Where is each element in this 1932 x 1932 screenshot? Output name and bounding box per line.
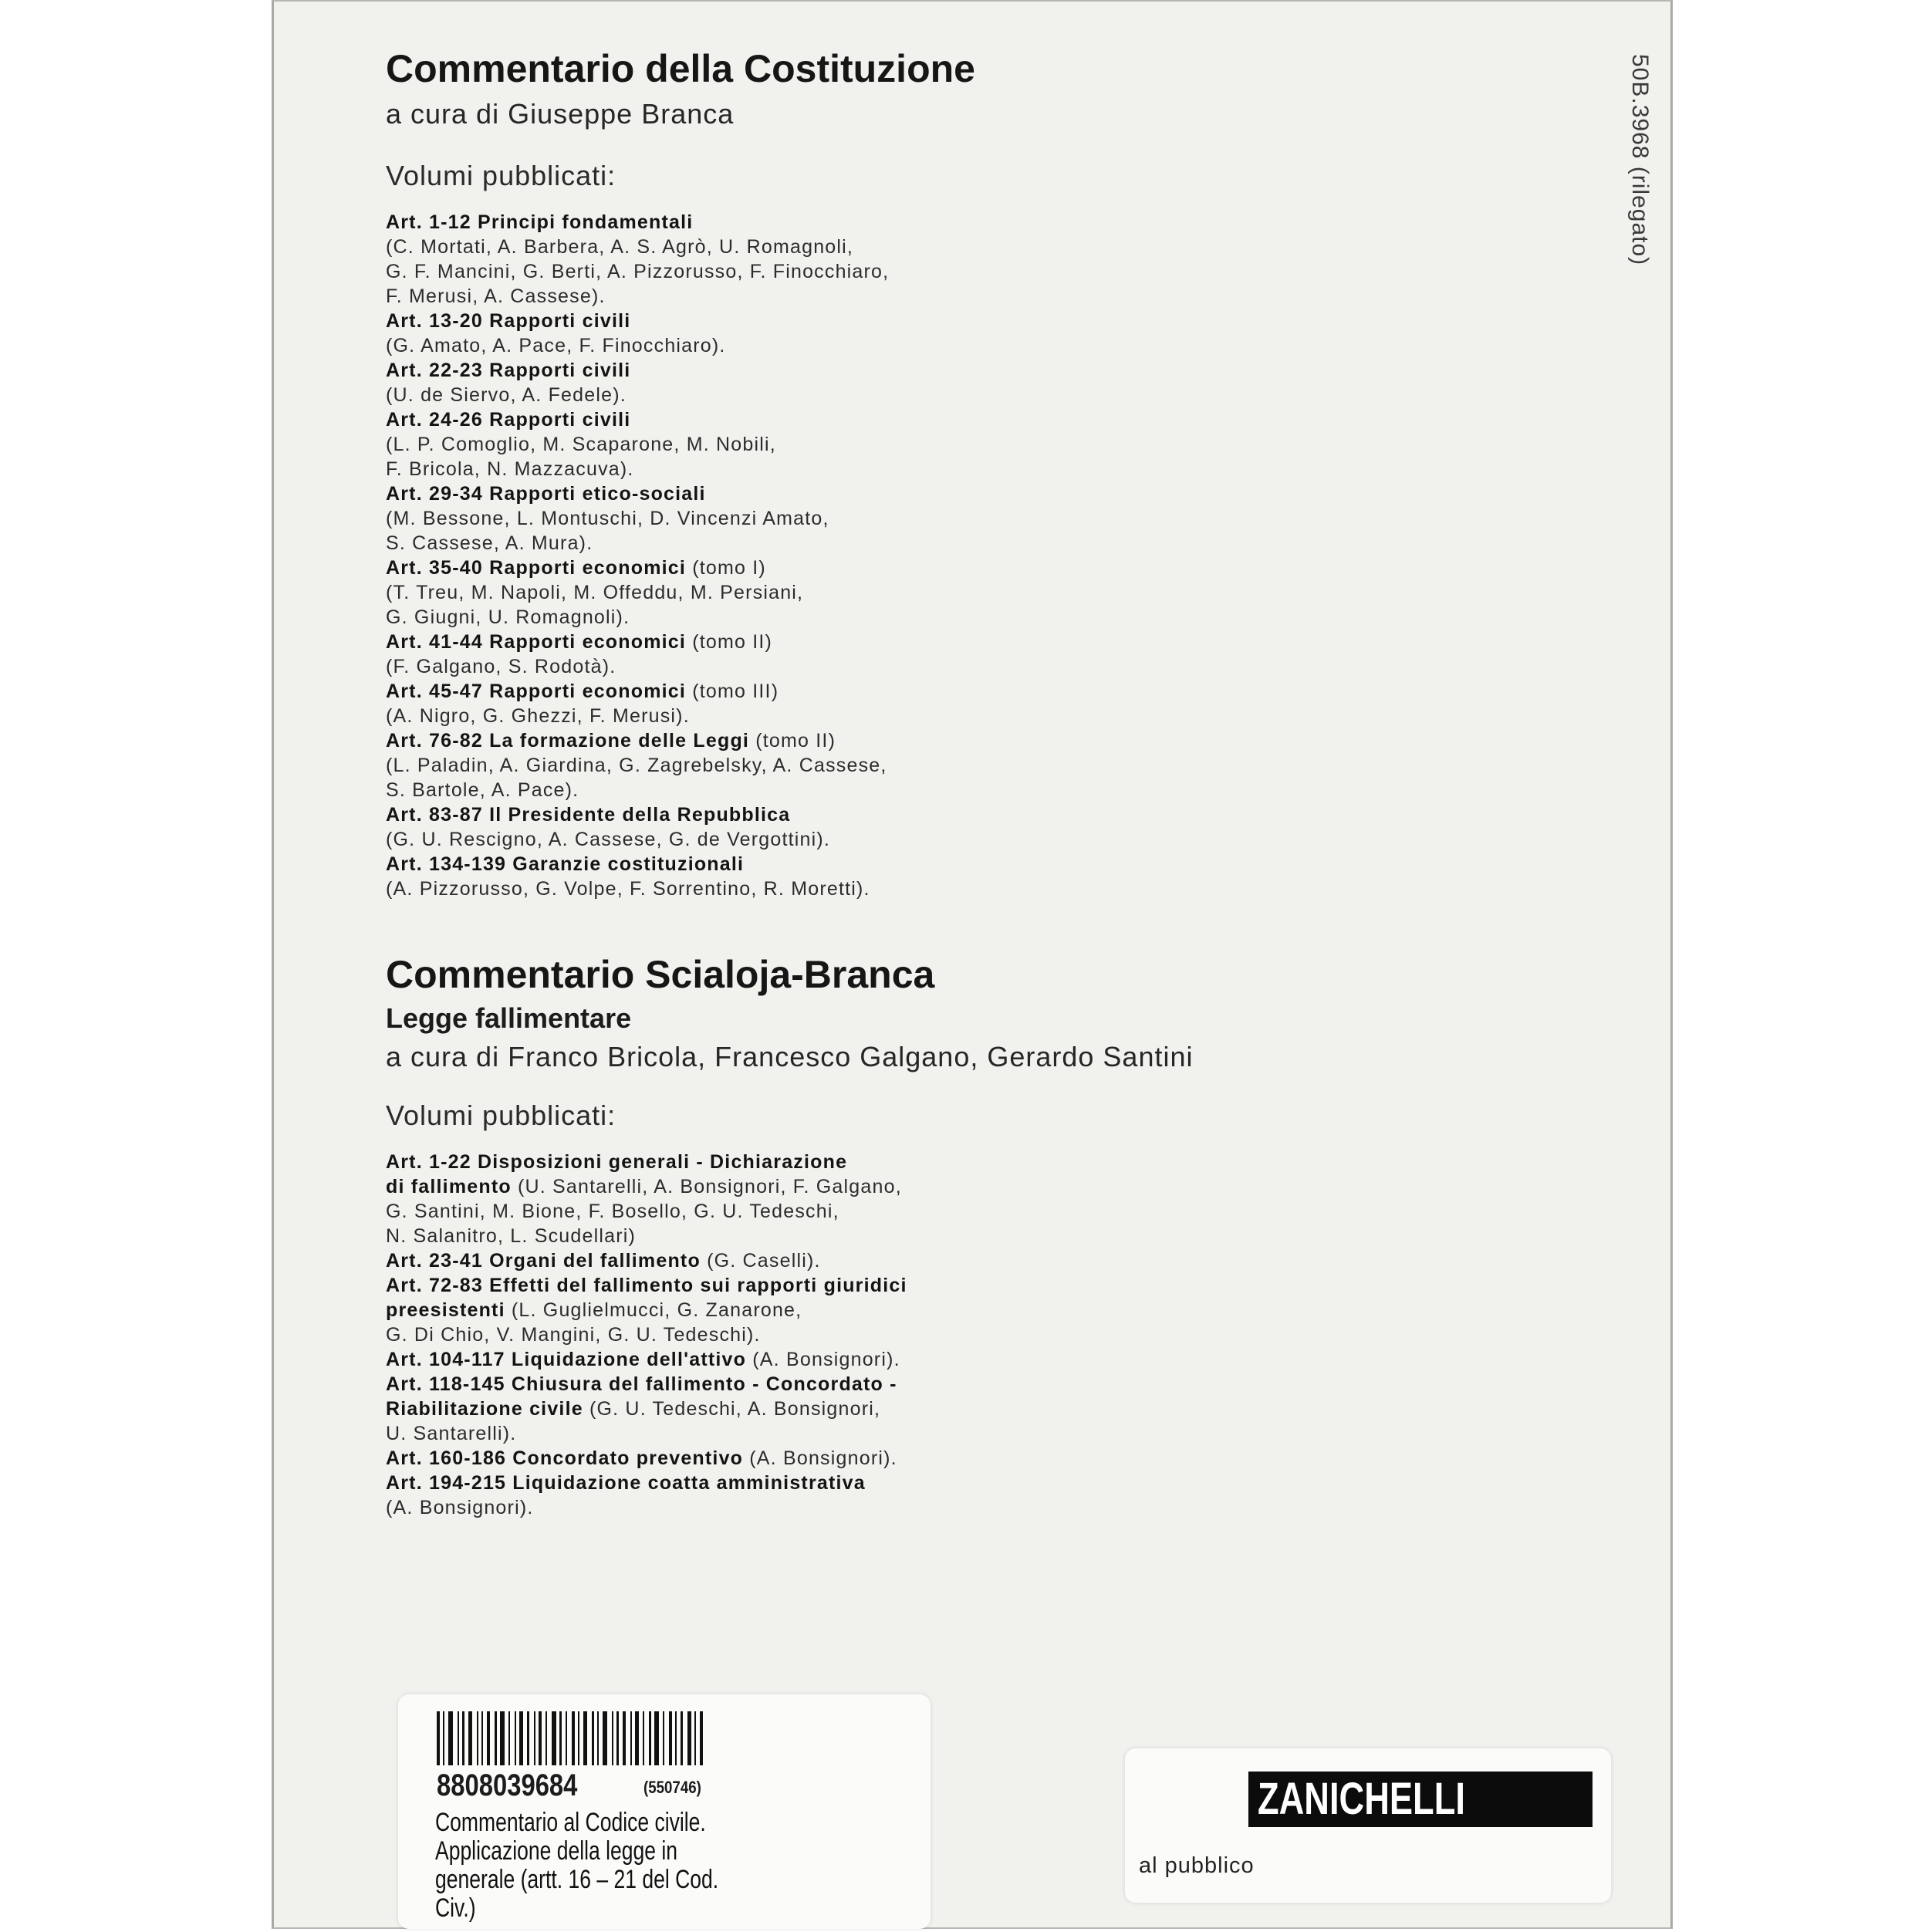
volume-heading: Art. 22-23 Rapporti civili [386, 360, 631, 381]
volume-heading: Art. 1-22 Disposizioni generali - Dichiarazione [386, 1151, 848, 1173]
volume-authors: (tomo III) [686, 681, 779, 702]
volume-line [386, 383, 1543, 407]
volume-heading: Art. 29-34 Rapporti etico-sociali [386, 483, 706, 505]
volume-line [386, 802, 1543, 827]
volume-heading: Art. 76-82 La formazione delle Leggi [386, 730, 750, 752]
volume-line [386, 704, 1543, 728]
volume-heading: Art. 194-215 Liquidazione coatta amministrativa [386, 1472, 866, 1494]
isbn-number: 8808039684 [437, 1768, 578, 1802]
volume-authors: (tomo II) [749, 730, 836, 752]
volume-authors: F. Bricola, N. Mazzacuva). [386, 458, 634, 480]
volume-authors: (T. Treu, M. Napoli, M. Offeddu, M. Persiani, [386, 582, 804, 603]
volume-authors: G. F. Mancini, G. Berti, A. Pizzorusso, F. Finocchiaro, [386, 261, 890, 282]
volume-heading: Riabilitazione civile [386, 1398, 583, 1420]
volume-authors: G. Giugni, U. Romagnoli). [386, 606, 630, 628]
volume-authors: (A. Nigro, G. Ghezzi, F. Merusi). [386, 705, 690, 727]
volume-line [386, 852, 1543, 876]
volume-line [386, 1421, 1543, 1446]
volume-line [386, 1199, 1543, 1224]
volume-heading: Art. 83-87 Il Presidente della Repubblica [386, 804, 791, 826]
volume-line [386, 309, 1543, 333]
volume-line [386, 1446, 1543, 1471]
publisher-logo [1248, 1772, 1593, 1827]
volume-authors: N. Salanitro, L. Scudellari) [386, 1225, 637, 1247]
section-title: Commentario della Costituzione [386, 47, 975, 90]
section-title: Commentario Scialoja-Branca [386, 953, 935, 996]
sticker-description [435, 1809, 893, 1923]
volume-heading: Art. 104-117 Liquidazione dell'attivo [386, 1349, 747, 1370]
volume-authors: (U. Santarelli, A. Bonsignori, F. Galgano, [511, 1176, 902, 1197]
volume-line [386, 827, 1543, 852]
volume-authors: (L. P. Comoglio, M. Scaparone, M. Nobili, [386, 434, 776, 455]
volume-heading: Art. 24-26 Rapporti civili [386, 409, 631, 431]
section-subtitle: Legge fallimentare [386, 1002, 632, 1034]
volume-line [386, 481, 1543, 506]
volume-line [386, 778, 1543, 802]
barcode-icon [437, 1711, 776, 1765]
volume-heading: Art. 41-44 Rapporti economici [386, 631, 687, 653]
volume-line [386, 259, 1543, 284]
volume-heading: Art. 45-47 Rapporti economici [386, 681, 687, 702]
volume-authors: (C. Mortati, A. Barbera, A. S. Agrò, U. Romagnoli, [386, 236, 854, 258]
volume-line [386, 358, 1543, 383]
volume-authors: (G. Caselli). [700, 1250, 821, 1272]
volume-line [386, 630, 1543, 654]
volume-line [386, 1174, 1543, 1199]
volume-list [386, 1150, 1543, 1520]
volume-line [386, 457, 1543, 481]
volume-heading: Art. 23-41 Organi del fallimento [386, 1250, 701, 1272]
volume-line [386, 1347, 1543, 1372]
volume-heading: Art. 1-12 Principi fondamentali [386, 211, 694, 233]
volume-authors: (G. U. Tedeschi, A. Bonsignori, [583, 1398, 881, 1420]
volume-line [386, 1273, 1543, 1298]
volume-line [386, 1322, 1543, 1347]
volume-line [386, 679, 1543, 704]
catalog-code: 50B.3968 (rilegato) [1627, 54, 1653, 266]
volume-line [386, 407, 1543, 432]
section-scialoja-branca [386, 949, 1543, 1520]
published-label: Volumi pubblicati: [386, 160, 616, 191]
price-sticker [398, 1694, 931, 1929]
volume-line [386, 1224, 1543, 1248]
volume-authors: (G. Amato, A. Pace, F. Finocchiaro). [386, 335, 726, 356]
volume-line [386, 432, 1543, 457]
volume-line [386, 1372, 1543, 1397]
volume-heading: Art. 72-83 Effetti del fallimento sui rapporti giuridici [386, 1275, 907, 1296]
volume-line [386, 580, 1543, 605]
volume-authors: U. Santarelli). [386, 1423, 517, 1444]
volume-heading: Art. 13-20 Rapporti civili [386, 310, 631, 332]
volume-authors: (A. Bonsignori). [743, 1447, 897, 1469]
volume-authors: (tomo I) [686, 557, 766, 579]
volume-line [386, 1471, 1543, 1495]
volume-line [386, 753, 1543, 778]
volume-heading: Art. 118-145 Chiusura del fallimento - Concordato - [386, 1373, 897, 1395]
volume-line [386, 876, 1543, 901]
volume-line [386, 1495, 1543, 1520]
volume-authors: (G. U. Rescigno, A. Cassese, G. de Vergottini). [386, 829, 831, 850]
volume-heading: Art. 35-40 Rapporti economici [386, 557, 687, 579]
volume-authors: G. Santini, M. Bione, F. Bosello, G. U. Tedeschi, [386, 1201, 839, 1222]
volume-authors: (L. Paladin, A. Giardina, G. Zagrebelsky, A. Cassese, [386, 755, 887, 776]
volume-line [386, 1150, 1543, 1174]
volume-line [386, 284, 1543, 309]
volume-authors: (A. Pizzorusso, G. Volpe, F. Sorrentino, R. Moretti). [386, 878, 870, 900]
volume-authors: (L. Guglielmucci, G. Zanarone, [505, 1299, 802, 1321]
volume-line [386, 506, 1543, 531]
price-label: al pubblico [1139, 1853, 1255, 1878]
volume-line [386, 1298, 1543, 1322]
volume-line [386, 605, 1543, 630]
volume-line [386, 210, 1543, 235]
volume-authors: (tomo II) [686, 631, 773, 653]
internal-code: (550746) [643, 1778, 701, 1797]
section-editor: a cura di Giuseppe Branca [386, 98, 735, 130]
volume-authors: S. Bartole, A. Pace). [386, 779, 579, 801]
volume-line [386, 531, 1543, 556]
volume-heading: di fallimento [386, 1176, 512, 1197]
description-line: Commentario al Codice civile. [435, 1808, 706, 1837]
volume-authors: (F. Galgano, S. Rodotà). [386, 656, 616, 677]
volume-authors: F. Merusi, A. Cassese). [386, 285, 606, 307]
volume-line [386, 1397, 1543, 1421]
volume-list [386, 210, 1543, 901]
published-label: Volumi pubblicati: [386, 1099, 616, 1131]
volume-heading: Art. 160-186 Concordato preventivo [386, 1447, 744, 1469]
volume-authors: G. Di Chio, V. Mangini, G. U. Tedeschi). [386, 1324, 761, 1346]
volume-authors: (A. Bonsignori). [746, 1349, 900, 1370]
description-line: Applicazione della legge in [435, 1836, 678, 1866]
section-editor: a cura di Franco Bricola, Francesco Galgano, Gerardo Santini [386, 1041, 1194, 1072]
volume-line [386, 333, 1543, 358]
volume-line [386, 654, 1543, 679]
volume-authors: (U. de Siervo, A. Fedele). [386, 384, 627, 406]
description-line: generale (artt. 16 – 21 del Cod. [435, 1865, 719, 1894]
volume-authors: (A. Bonsignori). [386, 1497, 534, 1518]
volume-authors: (M. Bessone, L. Montuschi, D. Vincenzi Amato, [386, 508, 829, 529]
volume-line [386, 235, 1543, 259]
volume-line [386, 1248, 1543, 1273]
volume-line [386, 556, 1543, 580]
section-costituzione [386, 43, 1543, 901]
publisher-sticker [1125, 1748, 1611, 1903]
volume-authors: S. Cassese, A. Mura). [386, 532, 593, 554]
volume-line [386, 728, 1543, 753]
publisher-name: ZANICHELLI [1258, 1774, 1465, 1824]
volume-heading: preesistenti [386, 1299, 505, 1321]
description-line: Civ.) [435, 1893, 476, 1923]
volume-heading: Art. 134-139 Garanzie costituzionali [386, 853, 745, 875]
